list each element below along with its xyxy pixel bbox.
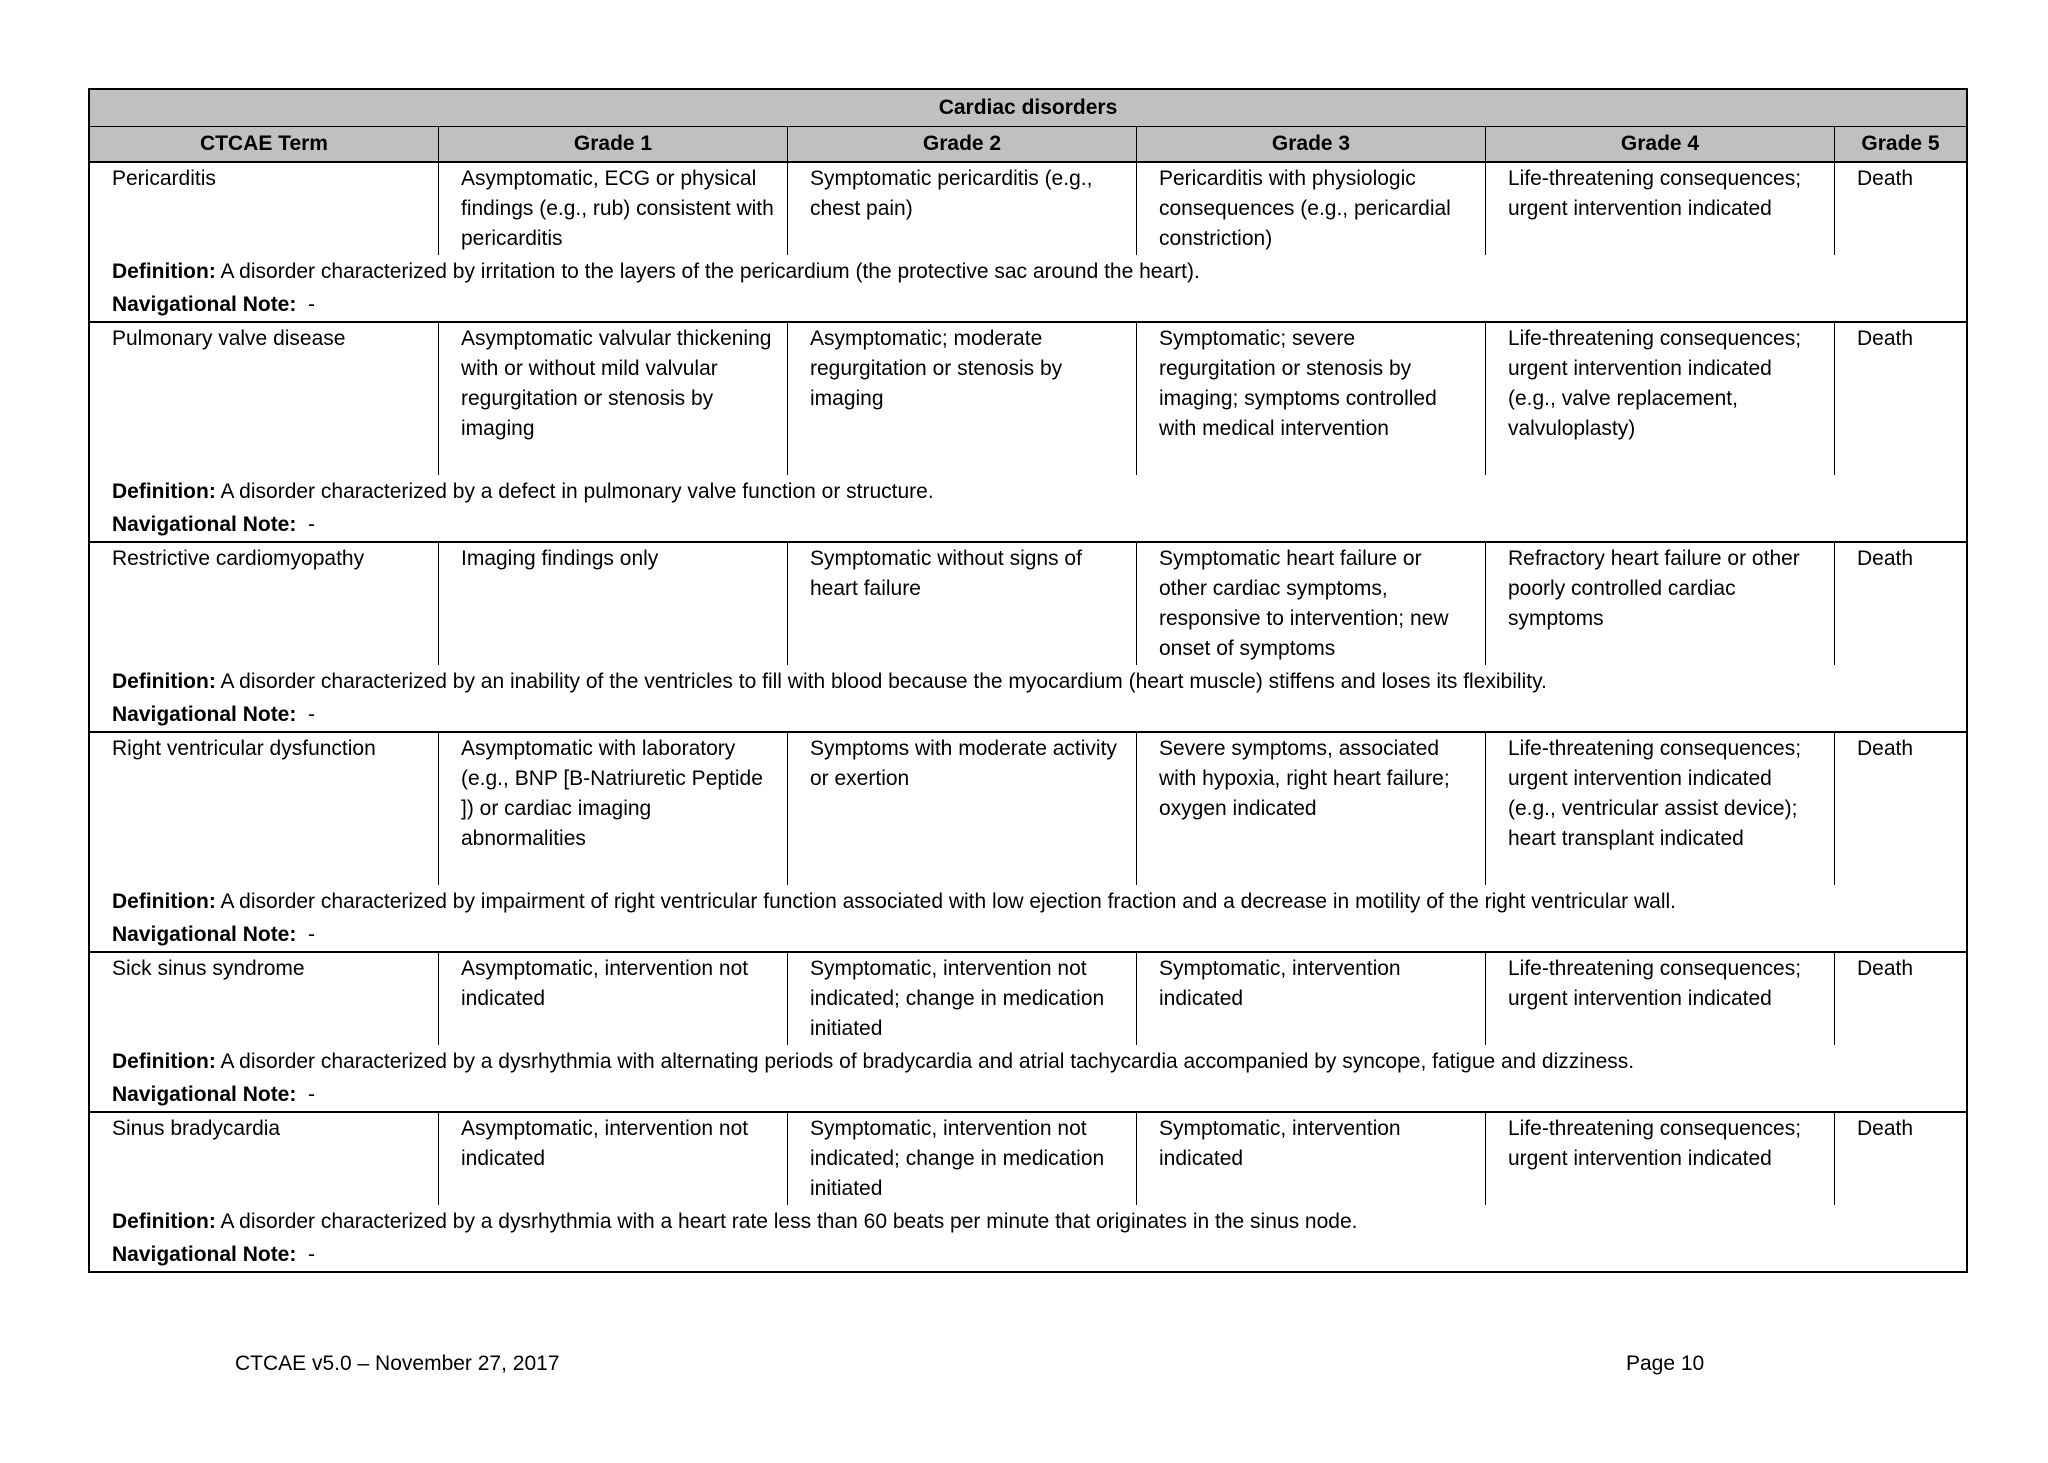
grade-1-cell: Asymptomatic, intervention not indicated [439,1113,788,1205]
navigational-note-text: - [308,513,316,536]
footer-page-number: Page 10 [1626,1352,1705,1375]
grade-5-cell: Death [1857,957,1914,980]
term-name: Pulmonary valve disease [90,323,439,475]
navigational-note-line [90,1078,1966,1111]
grade-5-cell: Death [1857,327,1914,350]
navigational-note-text: - [308,1243,316,1266]
definition-label: Definition: [112,1210,216,1233]
grade-2-cell: Asymptomatic; moderate regurgitation or stenosis by imaging [788,323,1137,475]
grade-2-cell: Symptomatic pericarditis (e.g., chest pain) [788,163,1137,255]
navigational-note-line [90,1238,1966,1271]
navigational-note-label: Navigational Note: [112,1243,297,1266]
grade-row [90,163,1966,255]
definition-label: Definition: [112,260,216,283]
definition-line [90,255,1966,288]
term-name: Sick sinus syndrome [90,953,439,1045]
grade-5-cell: Death [1857,547,1914,570]
column-header-grade-4: Grade 4 [1486,127,1835,161]
grade-1-cell: Asymptomatic valvular thickening with or without mild valvular regurgitation or stenosis by imaging [439,323,788,475]
grade-1-cell: Asymptomatic, ECG or physical findings (e.g., rub) consistent with pericarditis [439,163,788,255]
column-header-grade-3: Grade 3 [1137,127,1486,161]
grade-4-cell: Life-threatening consequences; urgent intervention indicated (e.g., valve replacement, valvuloplasty) [1486,323,1835,475]
cardiac-disorders-table [88,88,1968,1273]
term-block-sick-sinus-syndrome [90,953,1966,1113]
navigational-note-label: Navigational Note: [112,1083,297,1106]
grade-5-cell: Death [1857,1117,1914,1140]
definition-text: A disorder characterized by an inability of the ventricles to fill with blood because the myocardium (heart muscle) stiffens and loses its flexibility. [220,670,1547,693]
definition-line [90,475,1966,508]
navigational-note-label: Navigational Note: [112,293,297,316]
navigational-note-line [90,508,1966,541]
definition-text: A disorder characterized by a dysrhythmia with a heart rate less than 60 beats per minute that originates in the sinus node. [220,1210,1358,1233]
grade-3-cell: Pericarditis with physiologic consequences (e.g., pericardial constriction) [1137,163,1486,255]
definition-label: Definition: [112,670,216,693]
grade-4-cell: Life-threatening consequences; urgent intervention indicated [1486,163,1835,255]
definition-line [90,1205,1966,1238]
grade-1-cell: Asymptomatic, intervention not indicated [439,953,788,1045]
definition-line [90,885,1966,918]
navigational-note-text: - [308,923,316,946]
term-name: Sinus bradycardia [90,1113,439,1205]
grade-2-cell: Symptomatic, intervention not indicated; change in medication initiated [788,953,1137,1045]
grade-4-cell: Life-threatening consequences; urgent intervention indicated [1486,1113,1835,1205]
definition-line [90,665,1966,698]
term-block-pulmonary-valve-disease [90,323,1966,543]
grade-4-cell: Life-threatening consequences; urgent intervention indicated (e.g., ventricular assist device); heart transplant indicated [1486,733,1835,885]
grade-3-cell: Symptomatic heart failure or other cardiac symptoms, responsive to intervention; new onset of symptoms [1137,543,1486,665]
grade-2-cell: Symptomatic, intervention not indicated; change in medication initiated [788,1113,1137,1205]
definition-label: Definition: [112,890,216,913]
definition-text: A disorder characterized by impairment of right ventricular function associated with low ejection fraction and a decrease in motility of the right ventricular wall. [220,890,1677,913]
definition-text: A disorder characterized by irritation to the layers of the pericardium (the protective sac around the heart). [220,260,1200,283]
term-name: Pericarditis [90,163,439,255]
definition-label: Definition: [112,1050,216,1073]
term-block-restrictive-cardiomyopathy [90,543,1966,733]
grade-5-cell: Death [1857,737,1914,760]
footer-version-date: CTCAE v5.0 – November 27, 2017 [235,1352,560,1375]
grade-row [90,733,1966,885]
term-name: Right ventricular dysfunction [90,733,439,885]
term-name: Restrictive cardiomyopathy [90,543,439,665]
grade-2-cell: Symptoms with moderate activity or exertion [788,733,1137,885]
navigational-note-text: - [308,703,316,726]
definition-text: A disorder characterized by a dysrhythmia with alternating periods of bradycardia and atrial tachycardia accompanied by syncope, fatigue and dizziness. [220,1050,1635,1073]
column-header-term: CTCAE Term [90,127,439,161]
navigational-note-label: Navigational Note: [112,703,297,726]
term-block-right-ventricular-dysfunction [90,733,1966,953]
column-header-grade-5: Grade 5 [1861,132,1940,155]
navigational-note-line [90,288,1966,321]
term-block-sinus-bradycardia [90,1113,1966,1271]
grade-2-cell: Symptomatic without signs of heart failure [788,543,1137,665]
grade-row [90,543,1966,665]
column-header-grade-1: Grade 1 [439,127,788,161]
grade-row [90,1113,1966,1205]
navigational-note-label: Navigational Note: [112,923,297,946]
definition-label: Definition: [112,480,216,503]
grade-1-cell: Asymptomatic with laboratory (e.g., BNP [B-Natriuretic Peptide ]) or cardiac imaging abnormalities [439,733,788,885]
term-block-pericarditis [90,163,1966,323]
grade-1-cell: Imaging findings only [439,543,788,665]
grade-4-cell: Life-threatening consequences; urgent intervention indicated [1486,953,1835,1045]
definition-text: A disorder characterized by a defect in pulmonary valve function or structure. [220,480,934,503]
navigational-note-text: - [308,1083,316,1106]
grade-3-cell: Severe symptoms, associated with hypoxia, right heart failure; oxygen indicated [1137,733,1486,885]
grade-3-cell: Symptomatic, intervention indicated [1137,1113,1486,1205]
navigational-note-label: Navigational Note: [112,513,297,536]
section-title: Cardiac disorders [90,90,1966,127]
grade-3-cell: Symptomatic; severe regurgitation or stenosis by imaging; symptoms controlled with medical intervention [1137,323,1486,475]
navigational-note-text: - [308,293,316,316]
navigational-note-line [90,698,1966,731]
definition-line [90,1045,1966,1078]
grade-row [90,953,1966,1045]
grade-4-cell: Refractory heart failure or other poorly controlled cardiac symptoms [1486,543,1835,665]
navigational-note-line [90,918,1966,951]
column-header-grade-2: Grade 2 [788,127,1137,161]
grade-5-cell: Death [1857,167,1914,190]
grade-row [90,323,1966,475]
column-headers [90,127,1966,163]
grade-3-cell: Symptomatic, intervention indicated [1137,953,1486,1045]
